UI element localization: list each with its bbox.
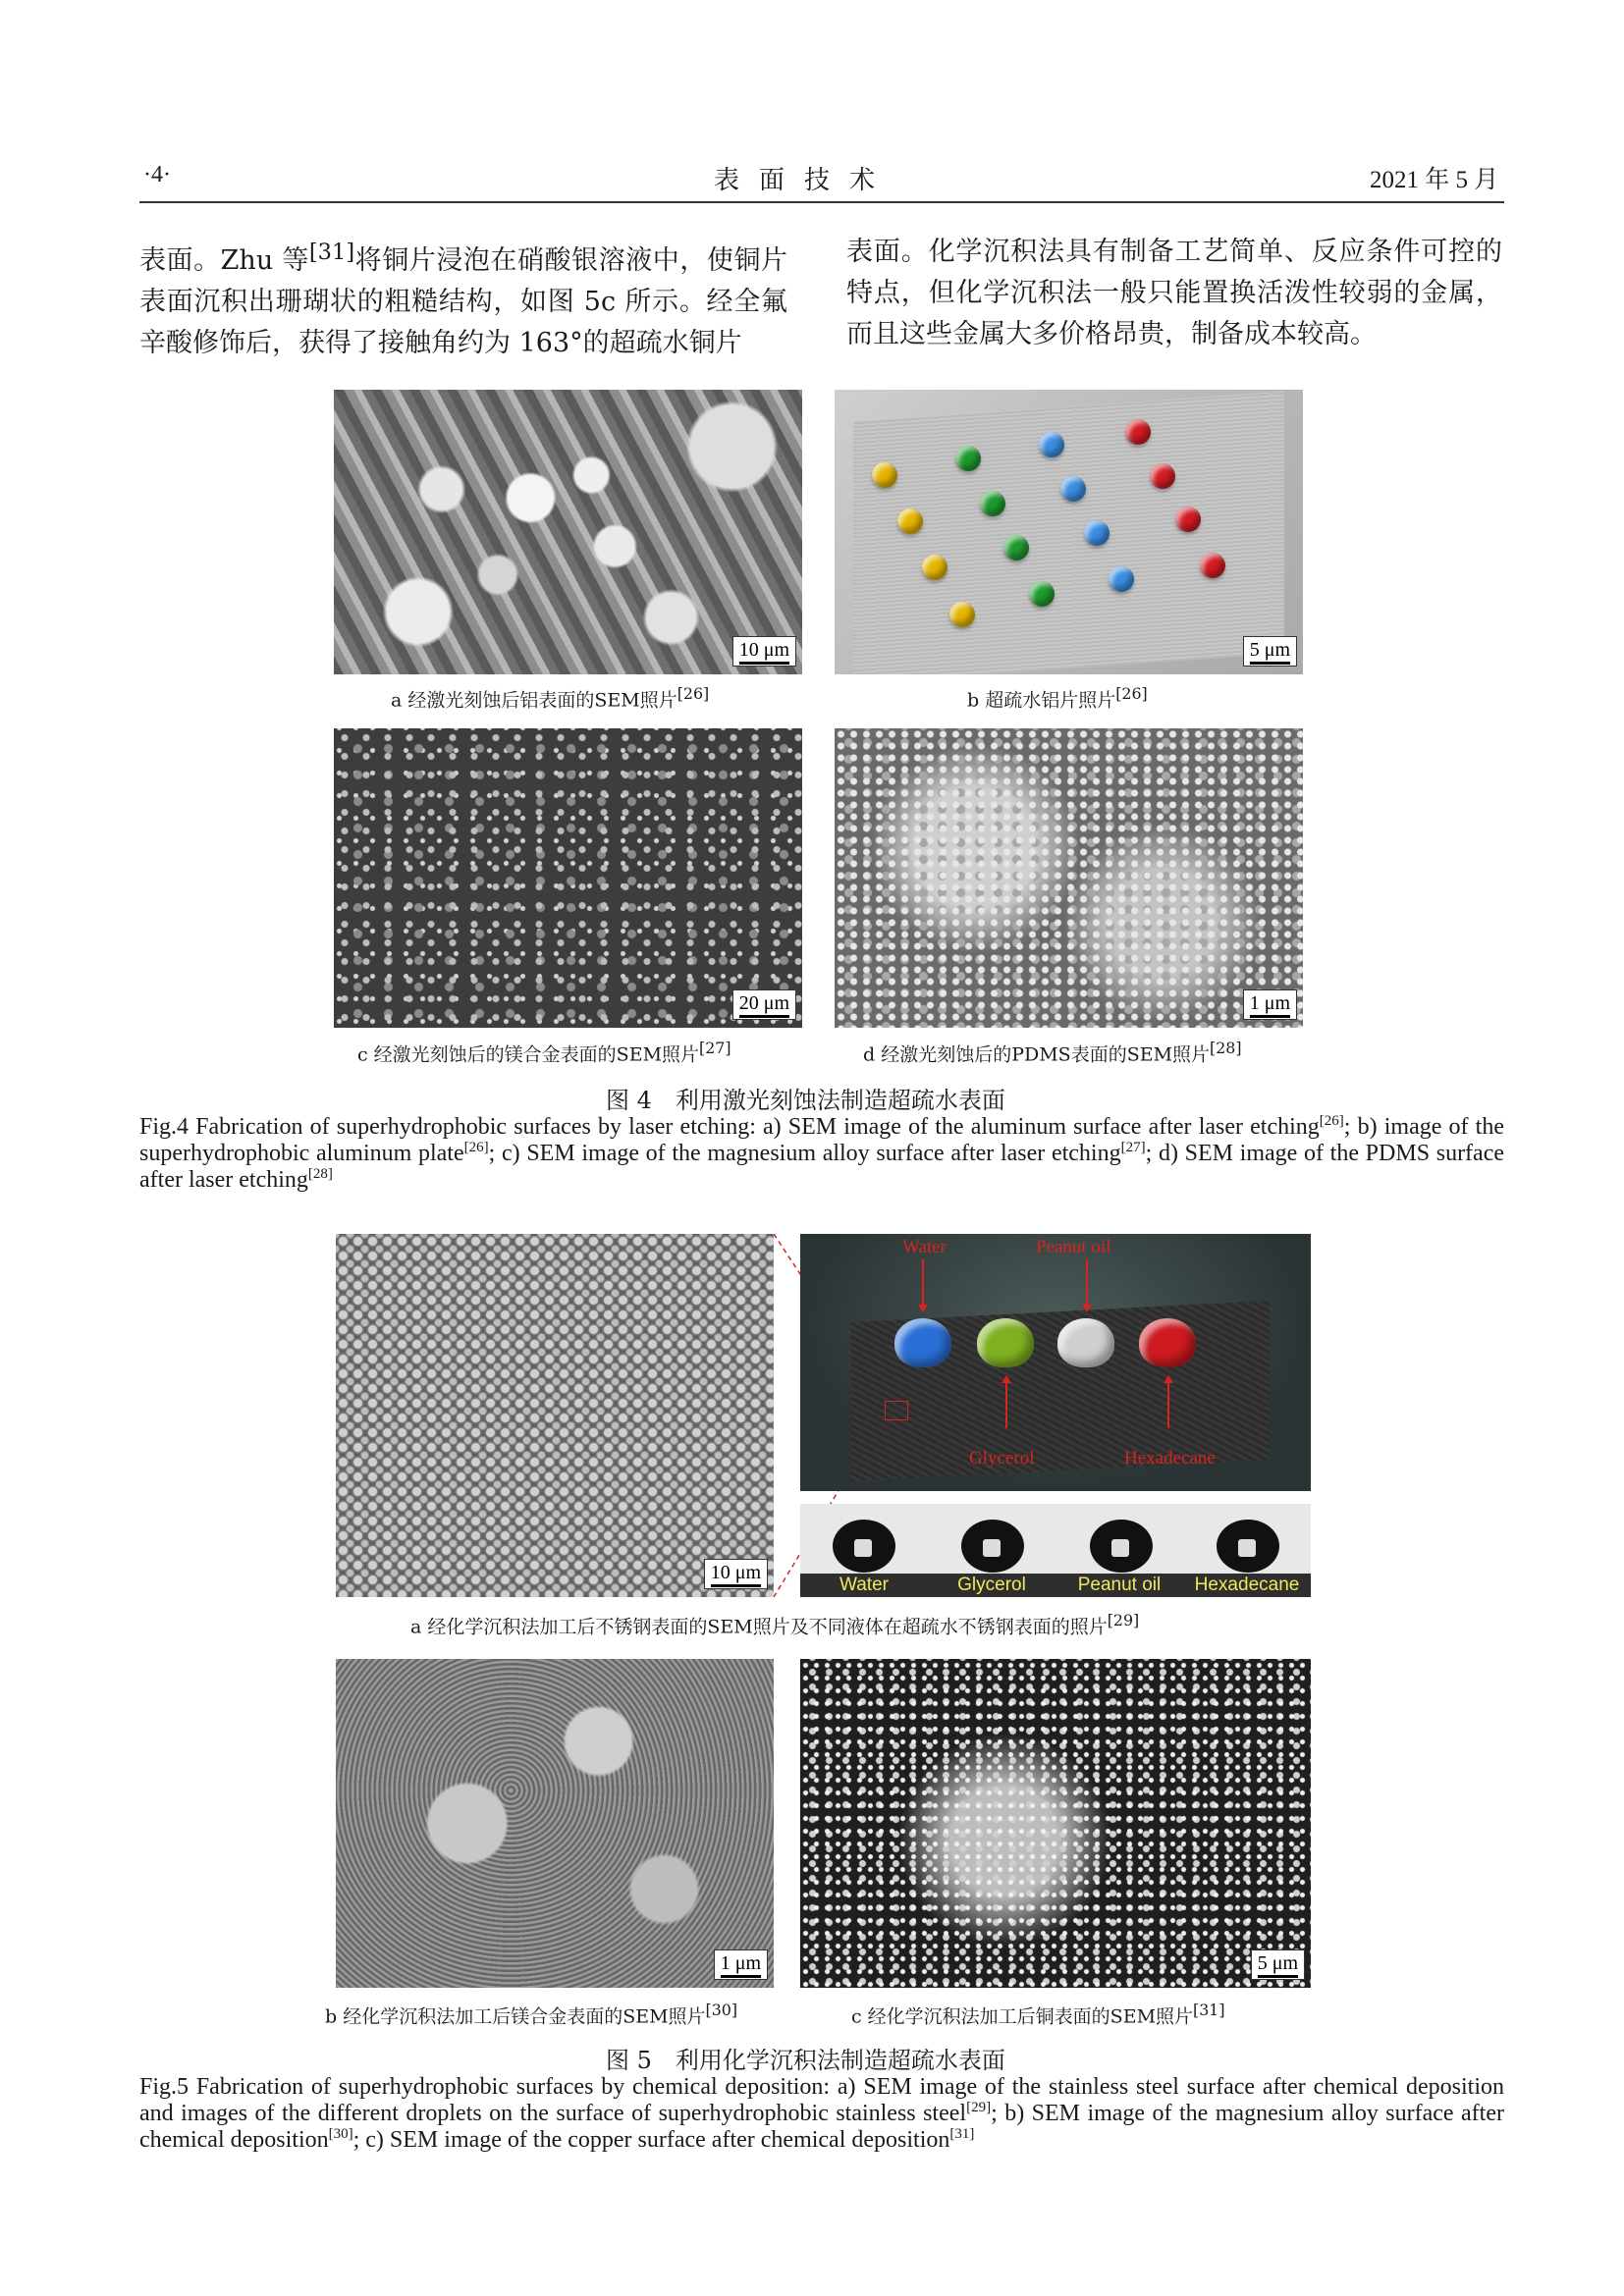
figure4-caption-a: a 经激光刻蚀后铝表面的SEM照片[26] [391,684,710,712]
issue-date: 2021 年 5 月 [1370,167,1499,193]
header-rule [139,201,1504,203]
label-hexadecane: Hexadecane [1124,1448,1216,1468]
figure5-title: 图 5 利用化学沉积法制造超疏水表面 [606,2047,1005,2074]
label-water: Water [902,1237,947,1257]
scale-bar-line [1250,1015,1290,1018]
citation-ref: [30] [328,2126,353,2142]
figure5-caption-b: b 经化学沉积法加工后镁合金表面的SEM照片[30] [325,2001,738,2028]
droplet-glycerol [977,1318,1034,1367]
droplet-yellow [897,508,923,534]
droplet-green [1029,581,1055,607]
scale-bar-label: 10 μm [738,639,789,661]
contact-angle-strip [800,1504,1311,1597]
droplet-blue [1084,520,1110,546]
figure4-caption-d: d 经激光刻蚀后的PDMS表面的SEM照片[28] [863,1039,1242,1066]
droplet-blue [1060,476,1086,502]
citation-ref: [29] [966,2100,992,2115]
aluminum-plate [853,392,1284,674]
scale-bar-label: 10 μm [710,1562,761,1583]
scale-bar-label: 20 μm [738,992,789,1014]
droplet-red [1200,553,1225,578]
figure4-panel-b-image [835,390,1303,674]
body-paragraph-left: 表面。Zhu 等[31]将铜片浸泡在硝酸银溶液中，使铜片表面沉积出珊瑚状的粗糙结构，如图 5c 所示。经全氟辛酸修饰后，获得了接触角约为 163°的超疏水铜片 [139,240,787,358]
arrow-glycerol [1005,1381,1007,1428]
scale-bar-line [1250,662,1290,665]
arrow-peanut-oil [1086,1259,1088,1307]
scale-bar-line [739,662,789,665]
droplet-red [1150,463,1175,489]
citation-ref: [26] [1115,684,1148,703]
label-peanut-oil: Peanut oil [1036,1237,1111,1257]
droplet-peanut-oil [1057,1318,1114,1367]
scale-bar-label: 5 μm [1257,1952,1298,1974]
citation-ref: [28] [1210,1039,1242,1057]
citation-ref: [31] [949,2126,975,2142]
citation-ref: [31] [308,240,355,265]
scale-bar-line [721,1975,761,1978]
scale-bar [714,1949,768,1980]
scale-bar-line [711,1584,761,1587]
figure4-panel-a-image [334,390,802,674]
contact-droplet-water [833,1520,895,1573]
contact-droplet-glycerol [961,1520,1024,1573]
body-column-left [139,232,787,364]
droplet-blue [1039,432,1064,457]
droplet-hexadecane [1139,1318,1196,1367]
contact-droplet-peanut-oil [1090,1520,1153,1573]
figure4-panel-d-image [835,728,1303,1028]
citation-ref: [27] [1120,1140,1146,1155]
figure4-english-caption: Fig.4 Fabrication of superhydrophobic surfaces by laser etching: a) SEM image of the aluminum surface after laser etching[26]; b) image of the superhydrophobic aluminum plate[26]; c) SEM image of the magnesium alloy surface after laser etching[27]; d) SEM image of the PDMS surface after laser etching[28] [139,1113,1505,1193]
contact-label-hexadecane: Hexadecane [1194,1575,1300,1595]
contact-label-water: Water [839,1575,889,1595]
citation-ref: [29] [1107,1611,1140,1629]
citation-ref: [26] [1319,1113,1344,1129]
figure4-panel-c-image [334,728,802,1028]
contact-label-glycerol: Glycerol [957,1575,1026,1595]
figure4-caption-b: b 超疏水铝片照片[26] [967,684,1148,712]
journal-name: 表面技术 [714,166,895,195]
figure4-title: 图 4 利用激光刻蚀法制造超疏水表面 [606,1087,1005,1114]
droplet-green [980,491,1005,516]
citation-ref: [30] [705,2001,738,2019]
citation-ref: [27] [699,1039,731,1057]
figure5-panel-c-image [800,1659,1311,1988]
citation-ref: [26] [677,684,710,703]
droplet-blue [1109,566,1134,592]
contact-label-peanut-oil: Peanut oil [1077,1575,1162,1595]
droplet-red [1125,419,1151,445]
figure4-caption-c: c 经激光刻蚀后的镁合金表面的SEM照片[27] [357,1039,731,1066]
figure5-panel-b-image [336,1659,774,1988]
scale-bar [1251,1949,1305,1980]
body-paragraph-right: 表面。化学沉积法具有制备工艺简单、反应条件可控的特点，但化学沉积法一般只能置换活泼性较弱的金属，而且这些金属大多价格昂贵，制备成本较高。 [846,237,1502,349]
scale-bar [732,636,796,667]
scale-bar-line [1258,1975,1298,1978]
scale-bar [1243,989,1297,1020]
scale-bar-label: 1 μm [1249,992,1290,1014]
figure5-caption-c: c 经化学沉积法加工后铜表面的SEM照片[31] [851,2001,1225,2028]
label-glycerol: Glycerol [969,1448,1035,1468]
droplet-water [894,1318,951,1367]
figure5-panel-a-droplet-photo [800,1234,1311,1491]
citation-ref: [28] [307,1166,333,1182]
arrow-water [922,1259,924,1307]
body-column-right [846,232,1502,355]
droplet-yellow [922,555,947,580]
droplet-red [1175,507,1201,532]
droplet-yellow [949,602,975,627]
droplet-green [1003,535,1029,561]
citation-ref: [26] [463,1140,489,1155]
page-number: ·4· [143,162,171,187]
figure5-english-caption: Fig.5 Fabrication of superhydrophobic surfaces by chemical deposition: a) SEM image of the stainless steel surface after chemical deposition and images of the different droplets on the surface of superhydrophobic stainless steel[29]; b) SEM image of the magnesium alloy surface after chemical deposition[30]; c) SEM image of the copper surface after chemical deposition[31] [139,2074,1504,2153]
scale-bar [732,989,796,1020]
droplet-yellow [872,462,897,488]
scale-bar-label: 5 μm [1249,639,1290,661]
arrow-hexadecane [1167,1381,1169,1428]
contact-droplet-hexadecane [1217,1520,1279,1573]
figure5-caption-a: a 经化学沉积法加工后不锈钢表面的SEM照片及不同液体在超疏水不锈钢表面的照片[29] [410,1611,1140,1638]
droplet-green [955,446,981,471]
zoom-region-box [885,1401,908,1420]
scale-bar [1243,636,1297,667]
citation-ref: [31] [1193,2001,1225,2019]
figure5-panel-a-sem-image [336,1234,774,1597]
scale-bar [704,1559,768,1589]
scale-bar-label: 1 μm [720,1952,761,1974]
scale-bar-line [739,1015,789,1018]
